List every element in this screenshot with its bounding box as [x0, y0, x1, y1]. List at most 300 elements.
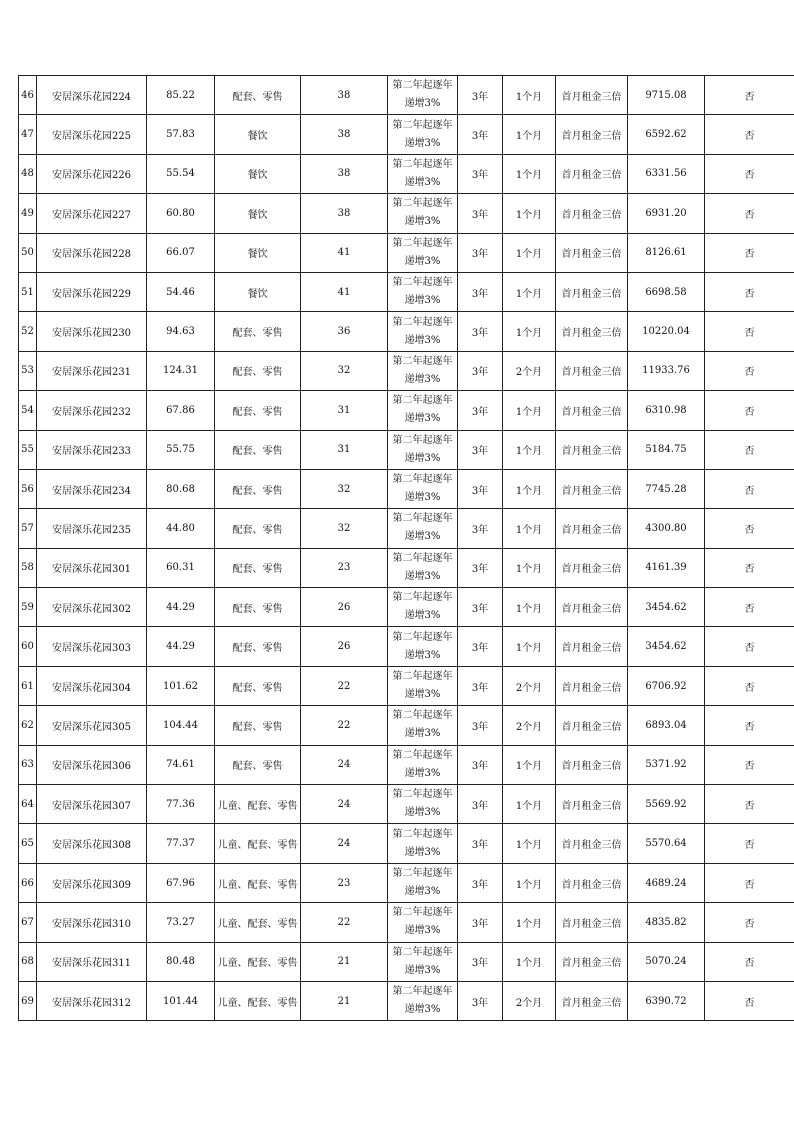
increase-terms: [388, 824, 458, 863]
property-name: 安居深乐花园306: [37, 745, 147, 784]
usage-type: 配套、零售: [215, 351, 301, 390]
rent-free-period: 1个月: [503, 430, 556, 469]
flag-value: 否: [705, 588, 794, 627]
increase-line-1: 第二年起逐年: [392, 80, 453, 92]
increase-line-2: 递增3%: [404, 807, 441, 819]
deposit-terms: 首月租金三倍: [556, 666, 628, 705]
area-value: 101.44: [147, 981, 215, 1020]
usage-type: 餐饮: [215, 194, 301, 233]
row-number: 61: [19, 666, 37, 705]
lease-term: 3年: [458, 824, 503, 863]
area-value: 60.31: [147, 548, 215, 587]
monthly-rent: 6931.20: [628, 194, 705, 233]
lease-term: 3年: [458, 469, 503, 508]
rent-free-period: 1个月: [503, 745, 556, 784]
flag-value: 否: [705, 469, 794, 508]
increase-terms: [388, 588, 458, 627]
increase-line-1: 第二年起逐年: [392, 592, 453, 604]
rent-free-period: 1个月: [503, 627, 556, 666]
increase-terms: [388, 312, 458, 351]
increase-terms: [388, 942, 458, 981]
unit-price: 38: [301, 76, 388, 115]
property-name: 安居深乐花园304: [37, 666, 147, 705]
usage-type: 儿童、配套、零售: [215, 824, 301, 863]
property-name: 安居深乐花园312: [37, 981, 147, 1020]
area-value: 73.27: [147, 903, 215, 942]
usage-type: 儿童、配套、零售: [215, 942, 301, 981]
increase-terms: [388, 745, 458, 784]
area-value: 54.46: [147, 272, 215, 311]
area-value: 55.75: [147, 430, 215, 469]
lease-term: 3年: [458, 627, 503, 666]
unit-price: 22: [301, 666, 388, 705]
monthly-rent: 6390.72: [628, 981, 705, 1020]
row-number: 60: [19, 627, 37, 666]
monthly-rent: 11933.76: [628, 351, 705, 390]
usage-type: 餐饮: [215, 272, 301, 311]
increase-terms: [388, 548, 458, 587]
table-row: [19, 115, 794, 154]
monthly-rent: 5070.24: [628, 942, 705, 981]
monthly-rent: 6893.04: [628, 706, 705, 745]
deposit-terms: 首月租金三倍: [556, 824, 628, 863]
flag-value: 否: [705, 706, 794, 745]
unit-price: 32: [301, 351, 388, 390]
rent-free-period: 1个月: [503, 391, 556, 430]
table-row: [19, 548, 794, 587]
increase-terms: [388, 627, 458, 666]
monthly-rent: 9715.08: [628, 76, 705, 115]
property-name: 安居深乐花园229: [37, 272, 147, 311]
usage-type: 配套、零售: [215, 312, 301, 351]
rent-free-period: 1个月: [503, 548, 556, 587]
table-row: [19, 706, 794, 745]
deposit-terms: 首月租金三倍: [556, 391, 628, 430]
property-name: 安居深乐花园305: [37, 706, 147, 745]
lease-term: 3年: [458, 981, 503, 1020]
property-name: 安居深乐花园310: [37, 903, 147, 942]
increase-line-1: 第二年起逐年: [392, 119, 453, 131]
table-row: [19, 430, 794, 469]
flag-value: 否: [705, 981, 794, 1020]
unit-price: 41: [301, 233, 388, 272]
increase-terms: [388, 351, 458, 390]
increase-line-1: 第二年起逐年: [392, 395, 453, 407]
increase-line-2: 递增3%: [404, 964, 441, 976]
lease-term: 3年: [458, 76, 503, 115]
increase-line-2: 递增3%: [404, 373, 441, 385]
flag-value: 否: [705, 76, 794, 115]
row-number: 68: [19, 942, 37, 981]
table-row: [19, 351, 794, 390]
unit-price: 21: [301, 981, 388, 1020]
table-row: [19, 824, 794, 863]
row-number: 48: [19, 154, 37, 193]
unit-price: 26: [301, 627, 388, 666]
deposit-terms: 首月租金三倍: [556, 469, 628, 508]
monthly-rent: 8126.61: [628, 233, 705, 272]
area-value: 66.07: [147, 233, 215, 272]
increase-line-1: 第二年起逐年: [392, 474, 453, 486]
table-row: [19, 627, 794, 666]
deposit-terms: 首月租金三倍: [556, 312, 628, 351]
table-row: [19, 903, 794, 942]
unit-price: 38: [301, 194, 388, 233]
increase-terms: [388, 76, 458, 115]
increase-line-2: 递增3%: [404, 295, 441, 307]
area-value: 85.22: [147, 76, 215, 115]
increase-terms: [388, 509, 458, 548]
monthly-rent: 5184.75: [628, 430, 705, 469]
monthly-rent: 6331.56: [628, 154, 705, 193]
increase-line-1: 第二年起逐年: [392, 671, 453, 683]
increase-line-1: 第二年起逐年: [392, 552, 453, 564]
area-value: 80.48: [147, 942, 215, 981]
increase-line-2: 递增3%: [404, 492, 441, 504]
property-name: 安居深乐花园226: [37, 154, 147, 193]
rent-free-period: 1个月: [503, 903, 556, 942]
row-number: 50: [19, 233, 37, 272]
increase-terms: [388, 863, 458, 902]
table-row: [19, 194, 794, 233]
flag-value: 否: [705, 430, 794, 469]
area-value: 94.63: [147, 312, 215, 351]
increase-terms: [388, 391, 458, 430]
flag-value: 否: [705, 194, 794, 233]
flag-value: 否: [705, 233, 794, 272]
unit-price: 41: [301, 272, 388, 311]
increase-line-2: 递增3%: [404, 767, 441, 779]
deposit-terms: 首月租金三倍: [556, 430, 628, 469]
increase-line-2: 递增3%: [404, 1004, 441, 1016]
flag-value: 否: [705, 548, 794, 587]
increase-line-2: 递增3%: [404, 334, 441, 346]
row-number: 58: [19, 548, 37, 587]
unit-price: 32: [301, 509, 388, 548]
deposit-terms: 首月租金三倍: [556, 509, 628, 548]
usage-type: 餐饮: [215, 233, 301, 272]
increase-terms: [388, 430, 458, 469]
usage-type: 配套、零售: [215, 548, 301, 587]
increase-line-2: 递增3%: [404, 413, 441, 425]
deposit-terms: 首月租金三倍: [556, 194, 628, 233]
deposit-terms: 首月租金三倍: [556, 548, 628, 587]
flag-value: 否: [705, 272, 794, 311]
flag-value: 否: [705, 745, 794, 784]
table-body: [19, 76, 794, 1021]
unit-price: 24: [301, 745, 388, 784]
deposit-terms: 首月租金三倍: [556, 942, 628, 981]
area-value: 104.44: [147, 706, 215, 745]
rent-free-period: 2个月: [503, 351, 556, 390]
lease-term: 3年: [458, 509, 503, 548]
increase-line-2: 递增3%: [404, 255, 441, 267]
table-row: [19, 233, 794, 272]
table-row: [19, 76, 794, 115]
increase-line-2: 递增3%: [404, 570, 441, 582]
flag-value: 否: [705, 115, 794, 154]
increase-terms: [388, 903, 458, 942]
lease-term: 3年: [458, 666, 503, 705]
unit-price: 31: [301, 430, 388, 469]
flag-value: 否: [705, 863, 794, 902]
lease-term: 3年: [458, 863, 503, 902]
increase-line-2: 递增3%: [404, 649, 441, 661]
increase-line-1: 第二年起逐年: [392, 946, 453, 958]
area-value: 57.83: [147, 115, 215, 154]
property-name: 安居深乐花园302: [37, 588, 147, 627]
deposit-terms: 首月租金三倍: [556, 154, 628, 193]
unit-price: 22: [301, 903, 388, 942]
area-value: 60.80: [147, 194, 215, 233]
table-row: [19, 469, 794, 508]
property-name: 安居深乐花园233: [37, 430, 147, 469]
increase-terms: [388, 233, 458, 272]
row-number: 55: [19, 430, 37, 469]
deposit-terms: 首月租金三倍: [556, 903, 628, 942]
increase-line-2: 递增3%: [404, 846, 441, 858]
rent-free-period: 2个月: [503, 706, 556, 745]
table-row: [19, 666, 794, 705]
monthly-rent: 6698.58: [628, 272, 705, 311]
row-number: 63: [19, 745, 37, 784]
row-number: 65: [19, 824, 37, 863]
deposit-terms: 首月租金三倍: [556, 351, 628, 390]
lease-term: 3年: [458, 351, 503, 390]
area-value: 67.96: [147, 863, 215, 902]
rent-free-period: 1个月: [503, 312, 556, 351]
area-value: 77.36: [147, 785, 215, 824]
property-name: 安居深乐花园301: [37, 548, 147, 587]
unit-price: 32: [301, 469, 388, 508]
table-row: [19, 272, 794, 311]
increase-line-1: 第二年起逐年: [392, 986, 453, 998]
property-name: 安居深乐花园311: [37, 942, 147, 981]
usage-type: 餐饮: [215, 154, 301, 193]
property-name: 安居深乐花园308: [37, 824, 147, 863]
flag-value: 否: [705, 509, 794, 548]
flag-value: 否: [705, 824, 794, 863]
lease-term: 3年: [458, 154, 503, 193]
deposit-terms: 首月租金三倍: [556, 785, 628, 824]
flag-value: 否: [705, 154, 794, 193]
unit-price: 38: [301, 154, 388, 193]
lease-term: 3年: [458, 903, 503, 942]
increase-line-1: 第二年起逐年: [392, 277, 453, 289]
area-value: 67.86: [147, 391, 215, 430]
increase-line-2: 递增3%: [404, 925, 441, 937]
lease-term: 3年: [458, 706, 503, 745]
property-name: 安居深乐花园228: [37, 233, 147, 272]
lease-term: 3年: [458, 745, 503, 784]
rent-free-period: 1个月: [503, 942, 556, 981]
monthly-rent: 4835.82: [628, 903, 705, 942]
increase-terms: [388, 272, 458, 311]
rent-free-period: 1个月: [503, 824, 556, 863]
increase-line-1: 第二年起逐年: [392, 434, 453, 446]
lease-term: 3年: [458, 391, 503, 430]
increase-line-1: 第二年起逐年: [392, 749, 453, 761]
unit-price: 24: [301, 824, 388, 863]
usage-type: 配套、零售: [215, 745, 301, 784]
row-number: 57: [19, 509, 37, 548]
monthly-rent: 6706.92: [628, 666, 705, 705]
increase-line-1: 第二年起逐年: [392, 789, 453, 801]
area-value: 44.80: [147, 509, 215, 548]
increase-terms: [388, 194, 458, 233]
row-number: 52: [19, 312, 37, 351]
rent-free-period: 1个月: [503, 115, 556, 154]
increase-line-1: 第二年起逐年: [392, 631, 453, 643]
increase-line-2: 递增3%: [404, 176, 441, 188]
increase-terms: [388, 785, 458, 824]
deposit-terms: 首月租金三倍: [556, 115, 628, 154]
usage-type: 配套、零售: [215, 391, 301, 430]
increase-terms: [388, 115, 458, 154]
flag-value: 否: [705, 391, 794, 430]
increase-line-1: 第二年起逐年: [392, 158, 453, 170]
increase-line-2: 递增3%: [404, 531, 441, 543]
monthly-rent: 5569.92: [628, 785, 705, 824]
row-number: 64: [19, 785, 37, 824]
unit-price: 23: [301, 548, 388, 587]
lease-term: 3年: [458, 312, 503, 351]
usage-type: 配套、零售: [215, 430, 301, 469]
area-value: 77.37: [147, 824, 215, 863]
property-name: 安居深乐花园230: [37, 312, 147, 351]
increase-line-2: 递增3%: [404, 452, 441, 464]
unit-price: 36: [301, 312, 388, 351]
property-name: 安居深乐花园234: [37, 469, 147, 508]
unit-price: 38: [301, 115, 388, 154]
usage-type: 配套、零售: [215, 588, 301, 627]
increase-line-1: 第二年起逐年: [392, 868, 453, 879]
table-row: [19, 745, 794, 784]
table-row: [19, 154, 794, 193]
usage-type: 儿童、配套、零售: [215, 785, 301, 824]
increase-terms: [388, 981, 458, 1020]
area-value: 44.29: [147, 627, 215, 666]
row-number: 51: [19, 272, 37, 311]
row-number: 59: [19, 588, 37, 627]
deposit-terms: 首月租金三倍: [556, 627, 628, 666]
rent-free-period: 1个月: [503, 469, 556, 508]
monthly-rent: 5570.64: [628, 824, 705, 863]
row-number: 54: [19, 391, 37, 430]
property-name: 安居深乐花园224: [37, 76, 147, 115]
property-name: 安居深乐花园227: [37, 194, 147, 233]
rent-free-period: 1个月: [503, 509, 556, 548]
deposit-terms: 首月租金三倍: [556, 863, 628, 902]
area-value: 44.29: [147, 588, 215, 627]
usage-type: 配套、零售: [215, 666, 301, 705]
monthly-rent: 4689.24: [628, 863, 705, 902]
row-number: 67: [19, 903, 37, 942]
unit-price: 26: [301, 588, 388, 627]
usage-type: 配套、零售: [215, 469, 301, 508]
monthly-rent: 6592.62: [628, 115, 705, 154]
usage-type: 儿童、配套、零售: [215, 903, 301, 942]
unit-price: 22: [301, 706, 388, 745]
usage-type: 儿童、配套、零售: [215, 981, 301, 1020]
monthly-rent: 4161.39: [628, 548, 705, 587]
deposit-terms: 首月租金三倍: [556, 76, 628, 115]
rent-free-period: 2个月: [503, 981, 556, 1020]
lease-term: 3年: [458, 115, 503, 154]
lease-term: 3年: [458, 785, 503, 824]
property-name: 安居深乐花园303: [37, 627, 147, 666]
rent-free-period: 1个月: [503, 76, 556, 115]
table-row: [19, 981, 794, 1020]
increase-line-1: 第二年起逐年: [392, 907, 453, 919]
increase-line-1: 第二年起逐年: [392, 355, 453, 367]
area-value: 55.54: [147, 154, 215, 193]
increase-line-2: 递增3%: [404, 610, 441, 622]
deposit-terms: 首月租金三倍: [556, 233, 628, 272]
flag-value: 否: [705, 903, 794, 942]
lease-term: 3年: [458, 588, 503, 627]
area-value: 80.68: [147, 469, 215, 508]
property-name: 安居深乐花园307: [37, 785, 147, 824]
increase-line-2: 递增3%: [404, 137, 441, 149]
lease-term: 3年: [458, 272, 503, 311]
row-number: 53: [19, 351, 37, 390]
flag-value: 否: [705, 942, 794, 981]
row-number: 66: [19, 863, 37, 902]
flag-value: 否: [705, 627, 794, 666]
area-value: 74.61: [147, 745, 215, 784]
monthly-rent: 3454.62: [628, 588, 705, 627]
increase-line-1: 第二年起逐年: [392, 710, 453, 722]
table-row: [19, 391, 794, 430]
lease-term: 3年: [458, 194, 503, 233]
rent-free-period: 1个月: [503, 194, 556, 233]
row-number: 62: [19, 706, 37, 745]
property-name: 安居深乐花园225: [37, 115, 147, 154]
flag-value: 否: [705, 785, 794, 824]
increase-line-2: 递增3%: [404, 886, 441, 897]
table-row: [19, 509, 794, 548]
increase-terms: [388, 469, 458, 508]
flag-value: 否: [705, 666, 794, 705]
deposit-terms: 首月租金三倍: [556, 706, 628, 745]
lease-term: 3年: [458, 942, 503, 981]
rent-free-period: 1个月: [503, 272, 556, 311]
rent-free-period: 1个月: [503, 588, 556, 627]
flag-value: 否: [705, 351, 794, 390]
increase-line-1: 第二年起逐年: [392, 513, 453, 525]
unit-price: 31: [301, 391, 388, 430]
increase-line-1: 第二年起逐年: [392, 316, 453, 328]
increase-line-2: 递增3%: [404, 98, 441, 110]
increase-line-2: 递增3%: [404, 728, 441, 740]
monthly-rent: 3454.62: [628, 627, 705, 666]
unit-price: 23: [301, 863, 388, 902]
table-row: [19, 588, 794, 627]
monthly-rent: 7745.28: [628, 469, 705, 508]
row-number: 56: [19, 469, 37, 508]
increase-terms: [388, 666, 458, 705]
property-name: 安居深乐花园235: [37, 509, 147, 548]
usage-type: 儿童、配套、零售: [215, 863, 301, 902]
rent-free-period: 2个月: [503, 666, 556, 705]
flag-value: 否: [705, 312, 794, 351]
usage-type: 配套、零售: [215, 627, 301, 666]
area-value: 124.31: [147, 351, 215, 390]
row-number: 47: [19, 115, 37, 154]
rent-free-period: 1个月: [503, 154, 556, 193]
rent-free-period: 1个月: [503, 863, 556, 902]
